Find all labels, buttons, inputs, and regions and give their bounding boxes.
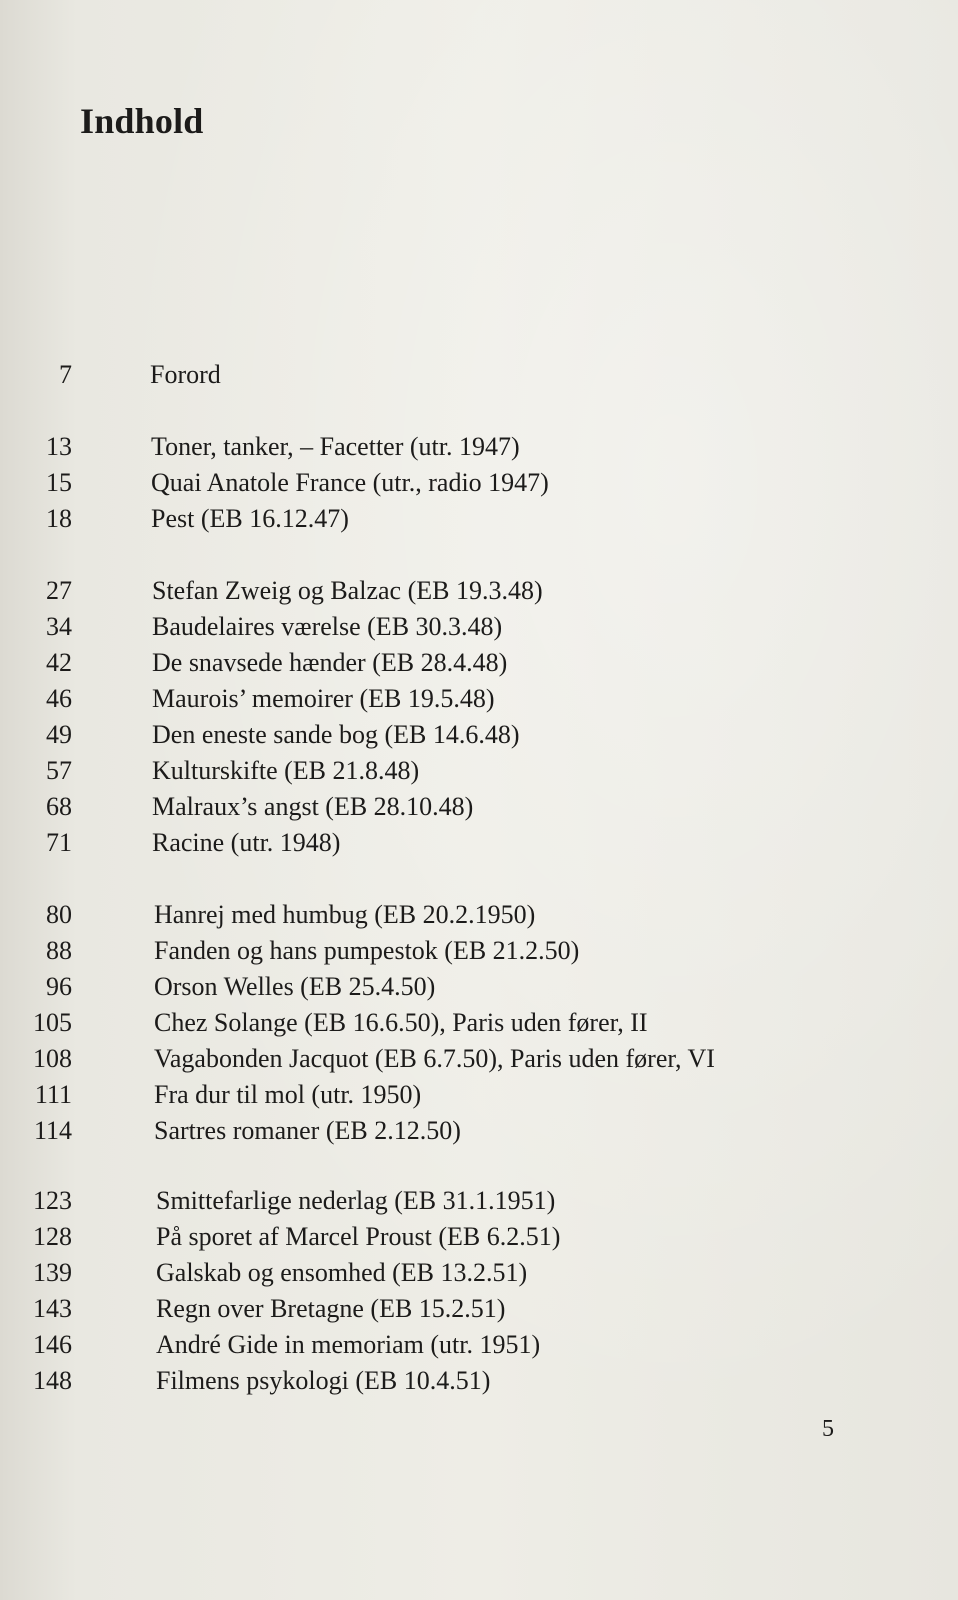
toc-page-number: 7 (59, 360, 72, 389)
toc-page-number: 27 (46, 576, 72, 605)
toc-page-number: 88 (46, 936, 72, 965)
toc-page-number: 128 (33, 1222, 72, 1251)
page-title: Indhold (80, 101, 204, 141)
toc-entry-title: Forord (150, 360, 221, 389)
toc-entry (0, 430, 900, 464)
toc-entry (0, 1042, 900, 1076)
toc-entry-title: På sporet af Marcel Proust (EB 6.2.51) (156, 1222, 561, 1251)
toc-entry (0, 718, 900, 752)
toc-entry-title: Orson Welles (EB 25.4.50) (154, 972, 436, 1001)
toc-entry (0, 1184, 900, 1218)
toc-entry (0, 1114, 900, 1148)
toc-entry (0, 934, 900, 968)
toc-page-number: 105 (33, 1008, 72, 1037)
toc-page-number: 46 (46, 684, 72, 713)
toc-entry-title: Kulturskifte (EB 21.8.48) (152, 756, 420, 785)
toc-entry-title: Hanrej med humbug (EB 20.2.1950) (154, 900, 536, 929)
toc-entry (0, 1364, 900, 1398)
toc-entry (0, 1256, 900, 1290)
toc-entry-title: Fra dur til mol (utr. 1950) (154, 1080, 422, 1109)
toc-entry (0, 1220, 900, 1254)
toc-entry-title: Fanden og hans pumpestok (EB 21.2.50) (154, 936, 580, 965)
toc-entry-title: Racine (utr. 1948) (152, 828, 341, 857)
toc-page-number: 68 (46, 792, 72, 821)
toc-entry-title: De snavsede hænder (EB 28.4.48) (152, 648, 508, 677)
toc-page-number: 148 (33, 1366, 72, 1395)
toc-page-number: 71 (46, 828, 72, 857)
toc-entry (0, 826, 900, 860)
toc-entry (0, 1006, 900, 1040)
toc-entry-title: Sartres romaner (EB 2.12.50) (154, 1116, 461, 1145)
toc-entry (0, 1292, 900, 1326)
toc-entry (0, 358, 900, 392)
toc-page-number: 143 (33, 1294, 72, 1323)
toc-entry-title: Malraux’s angst (EB 28.10.48) (152, 792, 474, 821)
toc-entry (0, 646, 900, 680)
toc-entry-title: Baudelaires værelse (EB 30.3.48) (152, 612, 503, 641)
toc-entry (0, 1078, 900, 1112)
toc-page-number: 96 (46, 972, 72, 1001)
toc-entry-title: Filmens psykologi (EB 10.4.51) (156, 1366, 491, 1395)
toc-entry-title: Quai Anatole France (utr., radio 1947) (151, 468, 549, 497)
toc-page-number: 80 (46, 900, 72, 929)
toc-page-number: 57 (46, 756, 72, 785)
toc-entry (0, 682, 900, 716)
toc-page-number: 146 (33, 1330, 72, 1359)
toc-entry (0, 898, 900, 932)
toc-entry (0, 610, 900, 644)
toc-page-number: 13 (46, 432, 72, 461)
toc-entry-title: André Gide in memoriam (utr. 1951) (156, 1330, 541, 1359)
toc-page-number: 139 (33, 1258, 72, 1287)
toc-entry-title: Galskab og ensomhed (EB 13.2.51) (156, 1258, 528, 1287)
toc-entry-title: Smittefarlige nederlag (EB 31.1.1951) (156, 1186, 556, 1215)
toc-page-number: 114 (33, 1116, 72, 1145)
toc-entry-title: Regn over Bretagne (EB 15.2.51) (156, 1294, 506, 1323)
toc-entry (0, 754, 900, 788)
toc-entry-title: Vagabonden Jacquot (EB 6.7.50), Paris uden fører, VI (154, 1044, 715, 1073)
page-number-footer: 5 (822, 1416, 834, 1442)
toc-entry (0, 466, 900, 500)
toc-page-number: 108 (33, 1044, 72, 1073)
toc-entry (0, 790, 900, 824)
toc-page-number: 15 (46, 468, 72, 497)
toc-page-number: 34 (46, 612, 72, 641)
toc-entry-title: Den eneste sande bog (EB 14.6.48) (152, 720, 520, 749)
toc-entry (0, 502, 900, 536)
toc-page-number: 111 (34, 1080, 72, 1109)
toc-entry-title: Toner, tanker, – Facetter (utr. 1947) (151, 432, 520, 461)
toc-page-number: 18 (46, 504, 72, 533)
toc-entry (0, 574, 900, 608)
toc-page-number: 49 (46, 720, 72, 749)
toc-entry-title: Stefan Zweig og Balzac (EB 19.3.48) (152, 576, 543, 605)
toc-page-number: 123 (33, 1186, 72, 1215)
toc-page-number: 42 (46, 648, 72, 677)
toc-entry (0, 970, 900, 1004)
toc-entry-title: Pest (EB 16.12.47) (151, 504, 349, 533)
toc-entry (0, 1328, 900, 1362)
toc-entry-title: Maurois’ memoirer (EB 19.5.48) (152, 684, 495, 713)
toc-entry-title: Chez Solange (EB 16.6.50), Paris uden fører, II (154, 1008, 648, 1037)
